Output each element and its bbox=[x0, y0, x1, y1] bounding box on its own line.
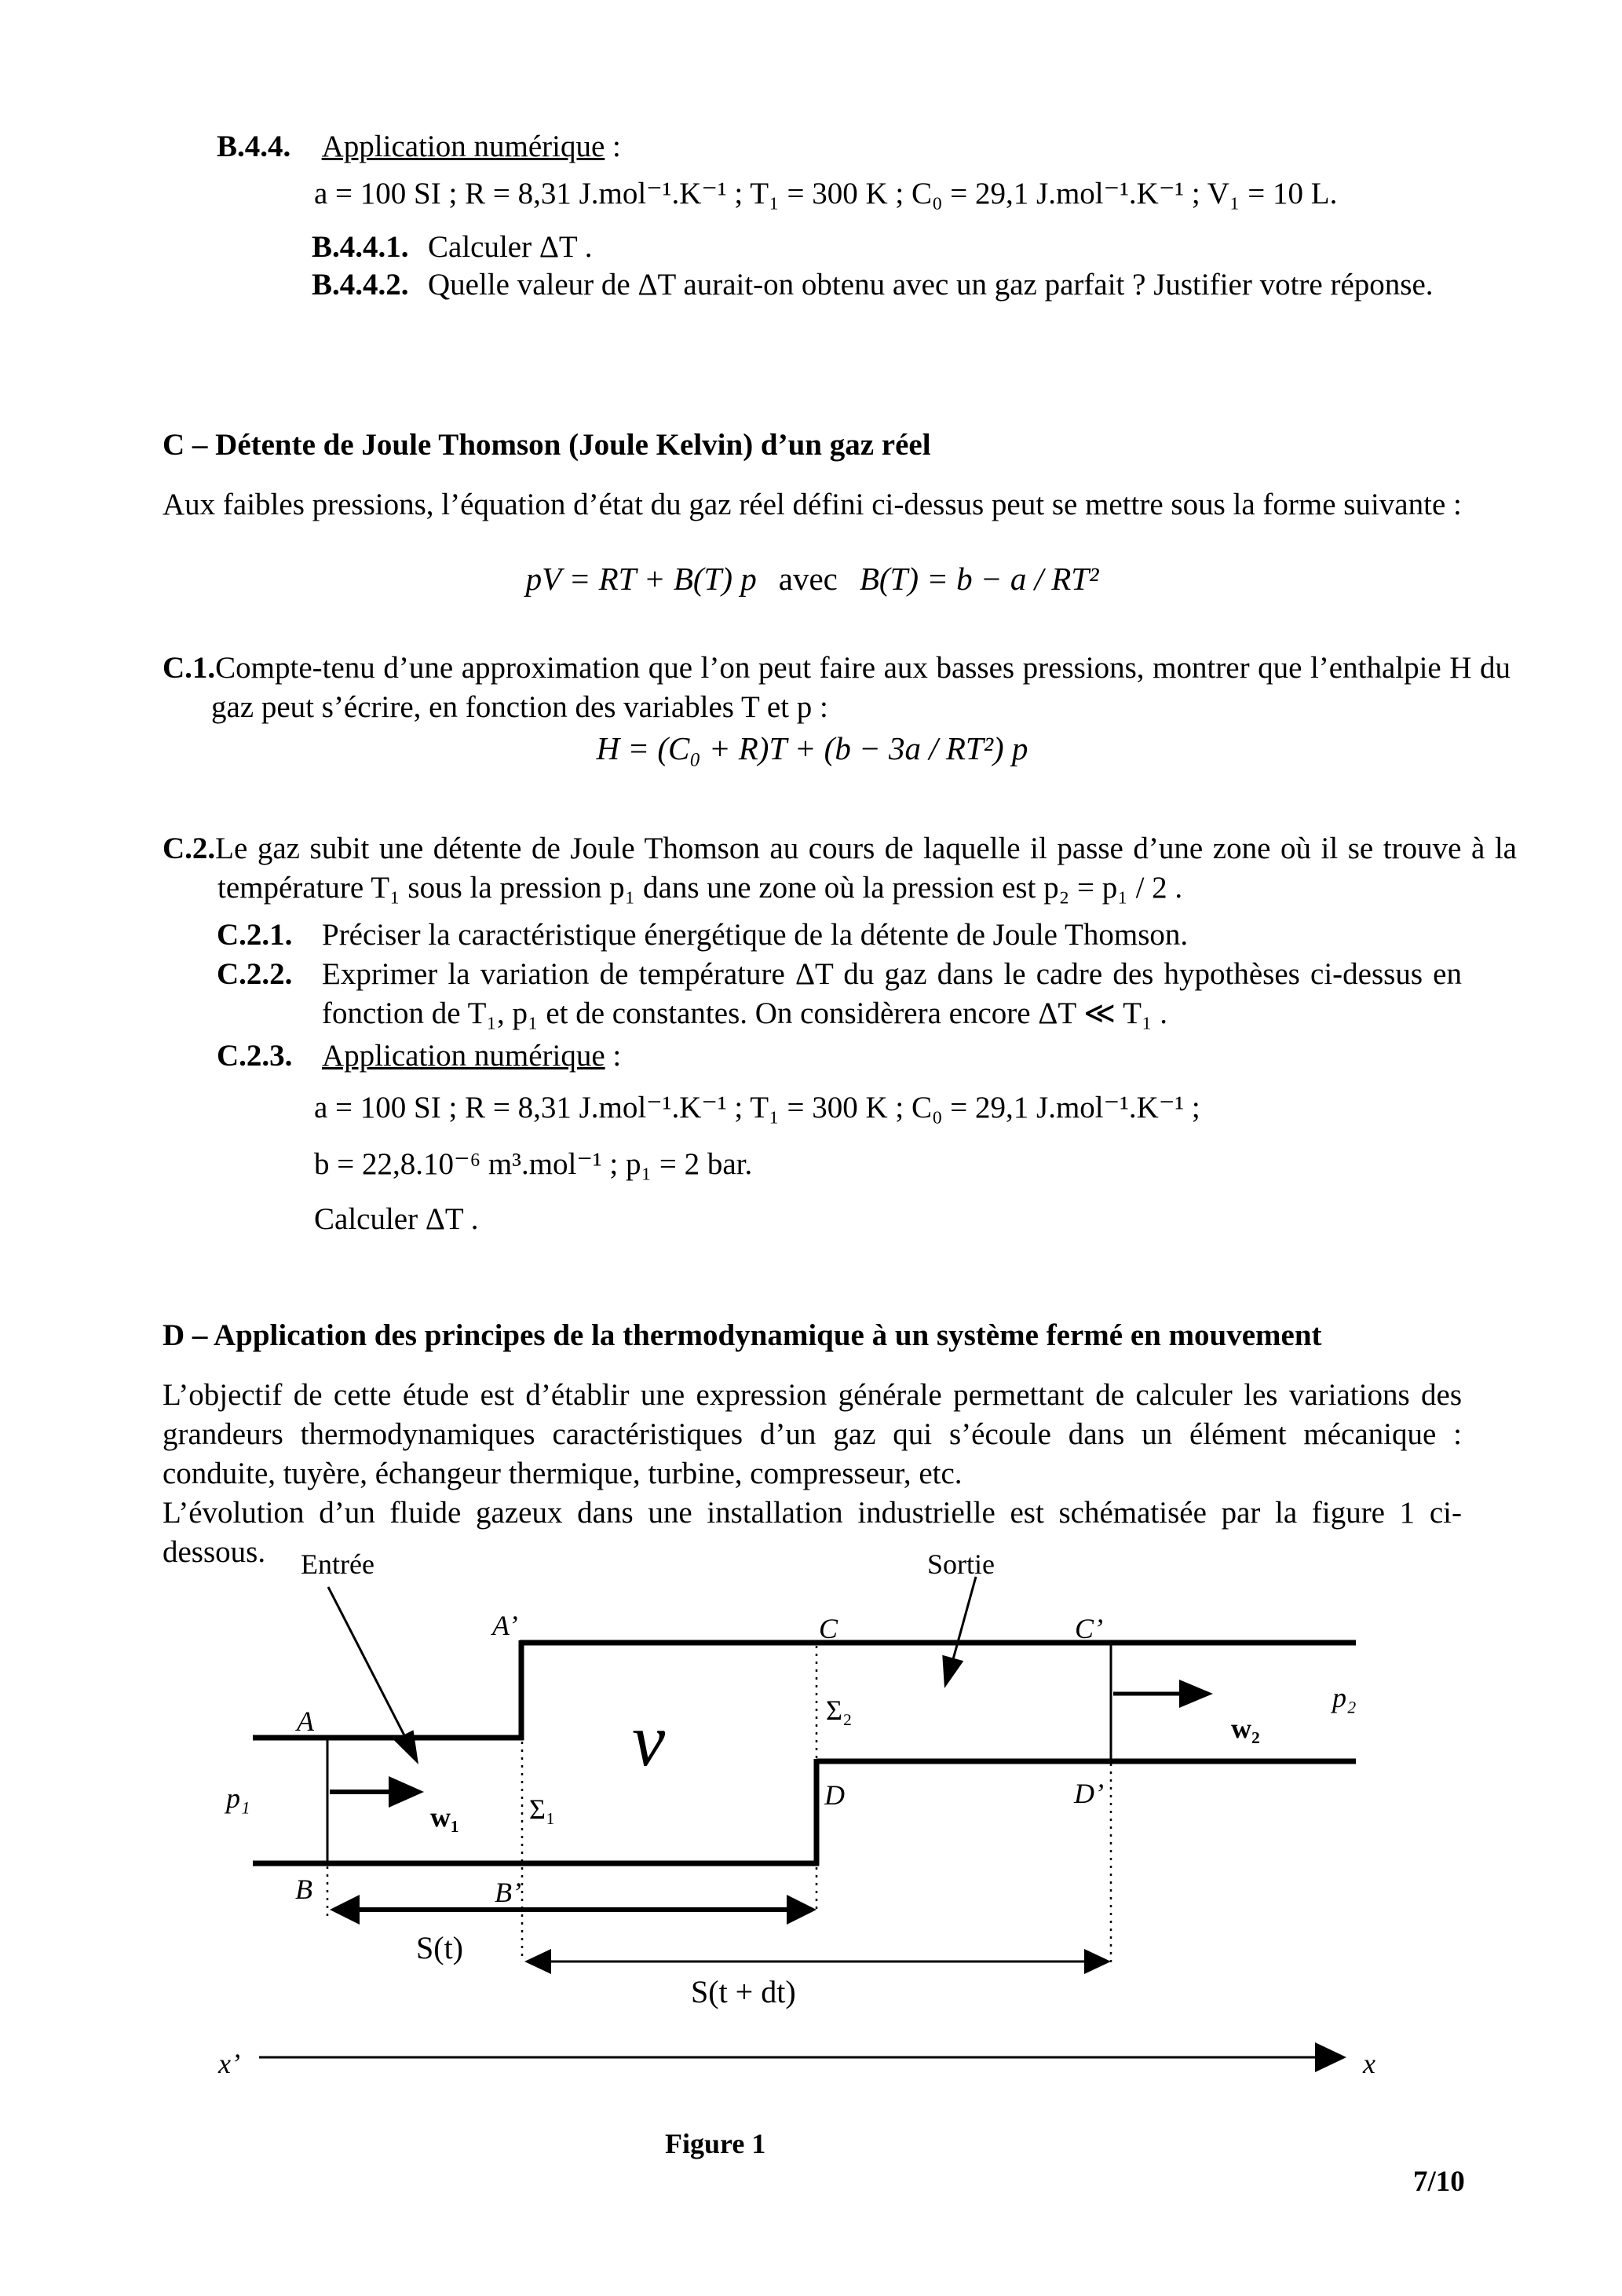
b44-number: B.4.4. bbox=[217, 130, 291, 163]
label-x: x bbox=[1363, 2048, 1375, 2079]
sortie-pointer-line bbox=[951, 1577, 976, 1668]
c23-title: Application numérique bbox=[322, 1039, 605, 1073]
label-a-prime: A’ bbox=[492, 1610, 518, 1641]
label-p1: p₁ bbox=[226, 1782, 250, 1814]
label-w1: w₁ bbox=[430, 1801, 459, 1833]
c22-number: C.2.2. bbox=[217, 957, 293, 991]
item-c23: C.2.3. Application numérique : bbox=[217, 1036, 1462, 1076]
b44-title-line: B.4.4. Application numérique : bbox=[217, 130, 621, 163]
w1-arrow-head-icon bbox=[389, 1776, 424, 1808]
b442-text: Quelle valeur de ΔT aurait-on obtenu avec un gaz parfait ? Justifier votre réponse. bbox=[428, 268, 1434, 302]
c23-number: C.2.3. bbox=[217, 1039, 293, 1073]
s-t-dt-arrow-right-head-icon bbox=[1084, 1949, 1111, 1974]
w2-arrow-head-icon bbox=[1179, 1680, 1213, 1708]
label-nu-volume: ν bbox=[632, 1698, 666, 1782]
page-number: 7/10 bbox=[1413, 2166, 1465, 2198]
b44-values-line: a = 100 SI ; R = 8,31 J.mol⁻¹.K⁻¹ ; T₁ = 300 K ; C₀ = 29,1 J.mol⁻¹.K⁻¹ ; V₁ = 10 L. bbox=[314, 177, 1338, 210]
equation-state-avec: avec bbox=[778, 561, 838, 597]
entree-pointer-line bbox=[328, 1587, 405, 1737]
x-axis-arrow-head-icon bbox=[1315, 2042, 1346, 2072]
c23-values-line-1: a = 100 SI ; R = 8,31 J.mol⁻¹.K⁻¹ ; T₁ = 300 K ; C₀ = 29,1 J.mol⁻¹.K⁻¹ ; bbox=[314, 1091, 1200, 1124]
label-a: A bbox=[297, 1706, 314, 1737]
c2-number: C.2. bbox=[163, 832, 216, 865]
label-b-prime: B’ bbox=[495, 1877, 521, 1908]
c2-text: Le gaz subit une détente de Joule Thomson au cours de laquelle il passe d’une zone où il se trouve à la température T₁ sous la pression p₁ dans une zone où la pression est p₂ = p₁ / 2 . bbox=[215, 832, 1517, 905]
equation-enthalpy: H = (C₀ + R)T + (b − 3a / RT²) p bbox=[596, 730, 1028, 766]
d-paragraph-2: L’évolution d’un fluide gazeux dans une installation industrielle est schématisée par la figure 1 ci-dessous. bbox=[163, 1496, 1462, 1569]
s-t-dt-arrow-left-head-icon bbox=[524, 1949, 551, 1974]
c21-text: Préciser la caractéristique énergétique de la détente de Joule Thomson. bbox=[322, 918, 1189, 952]
c1-number: C.1. bbox=[163, 651, 216, 685]
label-b: B bbox=[295, 1874, 312, 1905]
d-paragraph-1: L’objectif de cette étude est d’établir une expression générale permettant de calculer les variations des grandeurs thermodynamiques caractéristiques d’un gaz qui s’écoule dans un élément mécanique : conduite, tuyère, échangeur thermique, turbine, compresseur, etc. bbox=[163, 1378, 1462, 1490]
b44-title: Application numérique bbox=[321, 130, 605, 163]
c21-number: C.2.1. bbox=[217, 918, 293, 952]
label-d-prime: D’ bbox=[1074, 1778, 1104, 1809]
label-s-t: S(t) bbox=[416, 1930, 463, 1965]
label-entree: Entrée bbox=[301, 1548, 374, 1580]
c1-text: Compte-tenu d’une approximation que l’on peut faire aux basses pressions, montrer que l’enthalpie H du gaz peut s’écrire, en fonction des variables T et p : bbox=[211, 651, 1511, 724]
b441-number: B.4.4.1. bbox=[312, 230, 409, 264]
c22-text: Exprimer la variation de température ΔT du gaz dans le cadre des hypothèses ci-dessus en fonction de T₁, p₁ et de constantes. On considèrera encore ΔT ≪ T₁ . bbox=[322, 957, 1462, 1030]
b441-text: Calculer ΔT . bbox=[428, 230, 593, 264]
s-t-arrow-left-head-icon bbox=[330, 1895, 360, 1925]
label-s-t-dt: S(t + dt) bbox=[691, 1974, 796, 2009]
s-t-arrow-right-head-icon bbox=[787, 1895, 816, 1925]
section-c-heading: C – Détente de Joule Thomson (Joule Kelvin) d’un gaz réel bbox=[163, 428, 931, 462]
label-w2: w₂ bbox=[1231, 1713, 1260, 1744]
label-c: C bbox=[819, 1613, 838, 1644]
figure-caption: Figure 1 bbox=[665, 2128, 766, 2159]
label-p2: p₂ bbox=[1332, 1682, 1357, 1713]
c23-calculer-line: Calculer ΔT . bbox=[314, 1202, 479, 1236]
c-intro-paragraph: Aux faibles pressions, l’équation d’état du gaz réel défini ci-dessus peut se mettre sous la forme suivante : bbox=[163, 488, 1462, 521]
label-sortie: Sortie bbox=[927, 1548, 995, 1580]
c23-values-line-2: b = 22,8.10⁻⁶ m³.mol⁻¹ ; p₁ = 2 bar. bbox=[314, 1147, 753, 1181]
sortie-pointer-head-icon bbox=[942, 1655, 963, 1688]
equation-state-right: B(T) = b − a / RT² bbox=[859, 561, 1099, 597]
label-d: D bbox=[824, 1779, 845, 1811]
equation-state-left: pV = RT + B(T) p bbox=[525, 561, 757, 597]
label-c-prime: C’ bbox=[1075, 1613, 1103, 1644]
label-x-prime: x’ bbox=[218, 2048, 240, 2079]
label-sigma1: Σ₁ bbox=[529, 1793, 556, 1825]
section-d-heading: D – Application des principes de la thermodynamique à un système fermé en mouvement bbox=[163, 1318, 1322, 1352]
b442-number: B.4.4.2. bbox=[312, 268, 409, 302]
label-sigma2: Σ₂ bbox=[826, 1695, 853, 1726]
